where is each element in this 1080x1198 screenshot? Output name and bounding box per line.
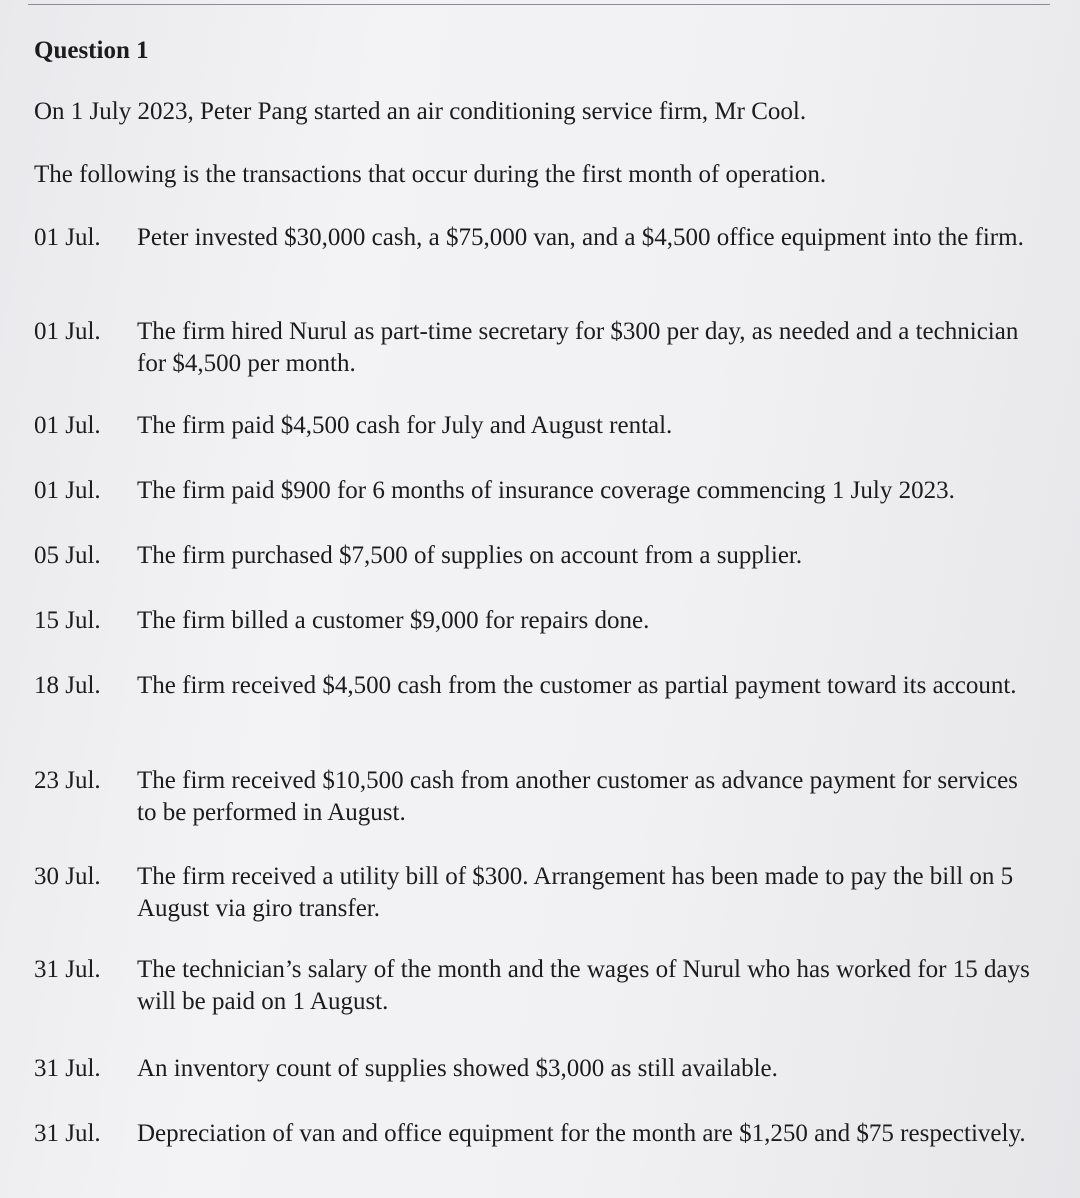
transaction-item: [34, 861, 1050, 925]
transaction-date: 01 Jul.: [34, 412, 101, 439]
transaction-date: 01 Jul.: [34, 477, 101, 504]
top-rule: [28, 4, 1050, 5]
transaction-text: Peter invested $30,000 cash, a $75,000 van, and a $4,500 office equipment into the firm.: [137, 224, 1024, 251]
question-intro: On 1 July 2023, Peter Pang started an air conditioning service firm, Mr Cool.: [34, 98, 807, 125]
transaction-item: [34, 475, 1050, 507]
transaction-text: Depreciation of van and office equipment for the month are $1,250 and $75 respectively.: [137, 1120, 1026, 1147]
transaction-item: [34, 670, 1050, 702]
transaction-text: The technician’s salary of the month and the wages of Nurul who has worked for 15 days will be paid on 1 August.: [137, 956, 1030, 1015]
transaction-item: [34, 1053, 1050, 1085]
transaction-item: [34, 1118, 1050, 1150]
transaction-text: An inventory count of supplies showed $3,000 as still available.: [137, 1055, 778, 1082]
transaction-item: [34, 410, 1050, 442]
transaction-item: [34, 316, 1050, 380]
transaction-text: The firm received $4,500 cash from the customer as partial payment toward its account.: [137, 672, 1017, 699]
transaction-text: The firm purchased $7,500 of supplies on account from a supplier.: [137, 542, 803, 569]
transaction-date: 01 Jul.: [34, 318, 101, 345]
transaction-date: 23 Jul.: [34, 767, 101, 794]
transactions-lead: The following is the transactions that occur during the first month of operation.: [34, 161, 827, 188]
question-document: [34, 36, 1050, 1147]
transaction-text: The firm hired Nurul as part-time secretary for $300 per day, as needed and a technician for $4,500 per month.: [137, 318, 1019, 377]
transaction-item: [34, 540, 1050, 572]
transaction-date: 30 Jul.: [34, 863, 101, 890]
transaction-item: [34, 765, 1050, 829]
transaction-text: The firm received a utility bill of $300. Arrangement has been made to pay the bill on 5 August via giro transfer.: [137, 863, 1014, 922]
transaction-date: 31 Jul.: [34, 1120, 101, 1147]
transaction-text: The firm billed a customer $9,000 for repairs done.: [137, 607, 650, 634]
transaction-text: The firm received $10,500 cash from another customer as advance payment for services to be performed in August.: [137, 767, 1018, 826]
question-title: Question 1: [34, 37, 149, 64]
transaction-item: [34, 954, 1050, 1018]
transaction-date: 18 Jul.: [34, 672, 101, 699]
transaction-date: 31 Jul.: [34, 956, 101, 983]
transaction-text: The firm paid $900 for 6 months of insurance coverage commencing 1 July 2023.: [137, 477, 955, 504]
transaction-item: [34, 222, 1050, 254]
transaction-text: The firm paid $4,500 cash for July and August rental.: [137, 412, 673, 439]
transaction-date: 01 Jul.: [34, 224, 101, 251]
transaction-date: 31 Jul.: [34, 1055, 101, 1082]
transaction-item: [34, 605, 1050, 637]
transaction-date: 15 Jul.: [34, 607, 101, 634]
transaction-date: 05 Jul.: [34, 542, 101, 569]
